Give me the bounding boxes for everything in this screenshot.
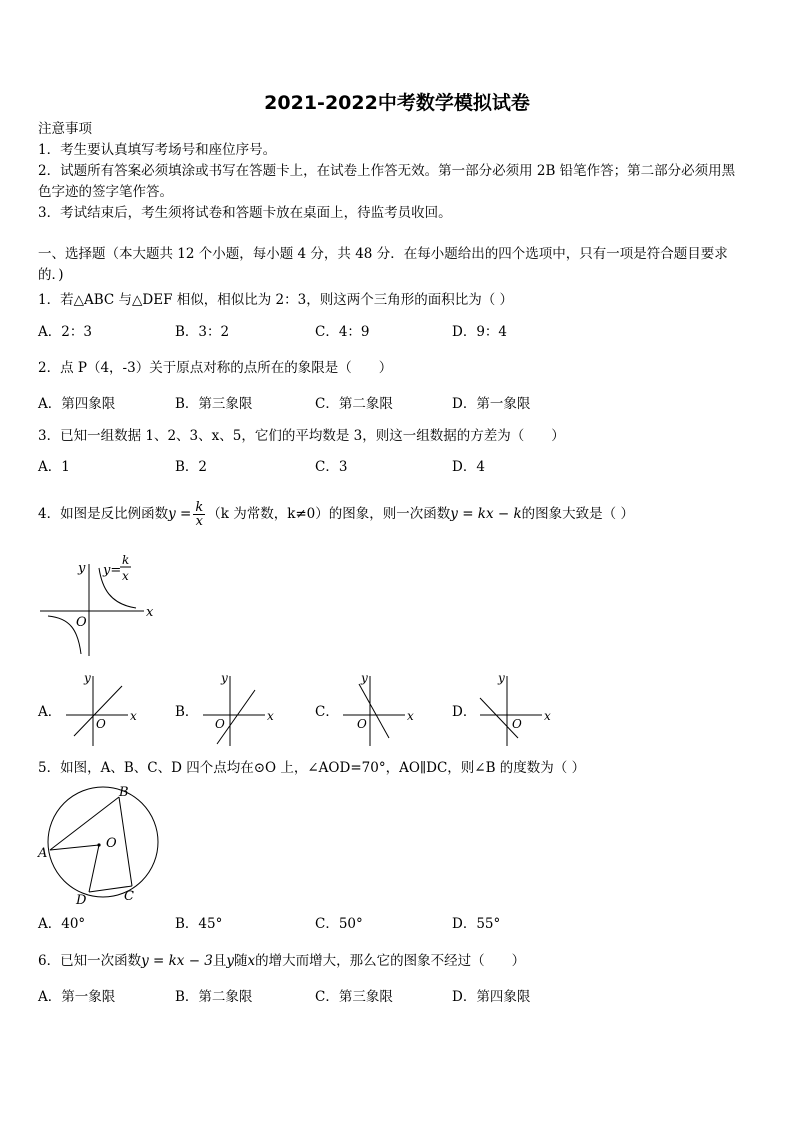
q2-option-b[interactable]: B．第三象限 (175, 396, 253, 412)
q4-linear: y = kx − k (450, 506, 522, 522)
q1-option-c[interactable]: C．4：9 (315, 324, 370, 340)
origin-label: O (512, 717, 522, 731)
origin-label: O (357, 717, 367, 731)
q4-stem-part-b: （k 为常数，k≠0）的图象，则一次函数 (207, 506, 451, 522)
q6-stem-part-b: 且 (212, 953, 227, 969)
point-b-label: B (119, 785, 129, 800)
q2-stem: 2．点 P（4，-3）关于原点对称的点所在的象限是（ ） (38, 360, 393, 376)
q4-option-b-graph[interactable] (197, 670, 277, 748)
axis-y-label: y (498, 671, 505, 685)
q6-option-d[interactable]: D．第四象限 (452, 989, 531, 1005)
notice-item-2: 2．试题所有答案必须填涂或书写在答题卡上，在试卷上作答无效。第一部分必须用 2B 铅笔作答；第二部分必须用黑 (38, 163, 736, 179)
exam-title: 2021-2022中考数学模拟试卷 (264, 92, 530, 114)
q6-stem (38, 952, 525, 970)
q4-option-d-graph[interactable] (474, 670, 554, 748)
q6-stem-part-d: 的增大而增大，那么它的图象不经过（ ） (255, 953, 526, 969)
q6-var-y: y (226, 953, 235, 969)
point-a-label: A (38, 846, 48, 861)
q6-option-a[interactable]: A．第一象限 (38, 989, 116, 1005)
q4-frac-den: x (195, 514, 203, 529)
q4-option-d-label[interactable]: D． (452, 704, 477, 720)
section-heading-cont: 的．) (38, 267, 64, 283)
axis-y-label: y (84, 671, 91, 685)
q4-graph-y-label: y (78, 561, 86, 576)
q4-graph-origin: O (76, 615, 87, 630)
circle-o (48, 787, 158, 897)
q6-stem-part-a: 6．已知一次函数 (38, 953, 142, 969)
q2-option-d[interactable]: D．第一象限 (452, 396, 531, 412)
q4-option-c-label[interactable]: C． (315, 704, 339, 720)
q4-graph-x-label: x (146, 605, 154, 620)
q4-stem-part-a: 4．如图是反比例函数 (38, 506, 169, 522)
q3-option-b[interactable]: B．2 (175, 459, 208, 475)
axis-x-label: x (130, 709, 137, 723)
q3-option-a[interactable]: A．1 (38, 459, 70, 475)
notice-item-1: 1．考生要认真填写考场号和座位序号。 (38, 142, 277, 158)
q1-option-a[interactable]: A．2：3 (38, 324, 92, 340)
axis-x-label: x (267, 709, 274, 723)
q3-stem: 3．已知一组数据 1、2、3、x、5，它们的平均数是 3，则这一组数据的方差为（ ） (38, 428, 565, 444)
axis-x-label: x (407, 709, 414, 723)
origin-label: O (96, 717, 106, 731)
axis-x-label: x (544, 709, 551, 723)
q6-var-x: x (247, 953, 256, 969)
axis-y-label: y (361, 671, 368, 685)
q4-stem-part-c: 的图象大致是（ ） (521, 506, 634, 522)
q1-stem: 1．若△ABC 与△DEF 相似，相似比为 2：3，则这两个三角形的面积比为（ ） (38, 292, 513, 308)
segment-bc (119, 797, 132, 886)
section-heading: 一、选择题（本大题共 12 个小题，每小题 4 分，共 48 分．在每小题给出的四个选项中，只有一项是符合题目要求 (38, 246, 728, 262)
q4-option-a-graph[interactable] (60, 670, 140, 748)
segment-od (89, 845, 99, 892)
q2-option-c[interactable]: C．第二象限 (315, 396, 393, 412)
q1-option-d[interactable]: D．9：4 (452, 324, 508, 340)
q2-option-a[interactable]: A．第四象限 (38, 396, 116, 412)
q4-option-c-graph[interactable] (337, 670, 417, 748)
q5-option-d[interactable]: D．55° (452, 916, 501, 932)
q3-option-c[interactable]: C．3 (315, 459, 348, 475)
q4-graph-x: x (122, 569, 129, 583)
q4-graph-k: k (122, 553, 130, 567)
q6-stem-part-c: 随 (234, 953, 248, 969)
q4-graph-func-label: y= (103, 563, 122, 578)
center-dot (97, 843, 100, 846)
q3-option-d[interactable]: D．4 (452, 459, 485, 475)
q4-option-b-label[interactable]: B． (175, 704, 199, 720)
q4-fraction (193, 501, 205, 528)
q5-option-a[interactable]: A．40° (38, 916, 86, 932)
point-o-label: O (106, 836, 117, 851)
q5-option-b[interactable]: B．45° (175, 916, 223, 932)
q5-option-c[interactable]: C．50° (315, 916, 363, 932)
q6-option-c[interactable]: C．第三象限 (315, 989, 393, 1005)
axis-y-label: y (221, 671, 228, 685)
q4-y-eq: y = (168, 506, 192, 522)
q1-option-b[interactable]: B．3：2 (175, 324, 230, 340)
q4-hyperbola-graph (36, 550, 156, 660)
segment-ao (50, 845, 99, 850)
q4-option-a-label[interactable]: A． (38, 704, 62, 720)
q5-stem: 5．如图，A、B、C、D 四个点均在⊙O 上，∠AOD=70°，AO∥DC，则∠B 的度数为（ ） (38, 760, 586, 776)
notice-item-2-cont: 色字迹的签字笔作答。 (38, 184, 173, 200)
notice-heading: 注意事项 (38, 121, 92, 137)
q6-option-b[interactable]: B．第二象限 (175, 989, 253, 1005)
q4-frac-num: k (195, 500, 204, 515)
notice-item-3: 3．考试结束后，考生须将试卷和答题卡放在桌面上，待监考员收回。 (38, 205, 452, 221)
q4-stem (38, 497, 634, 531)
point-d-label: D (76, 893, 87, 908)
q6-func: y = kx − 3 (141, 953, 213, 969)
point-c-label: C (124, 889, 134, 904)
origin-label: O (215, 717, 225, 731)
q5-circle-figure (36, 782, 166, 908)
